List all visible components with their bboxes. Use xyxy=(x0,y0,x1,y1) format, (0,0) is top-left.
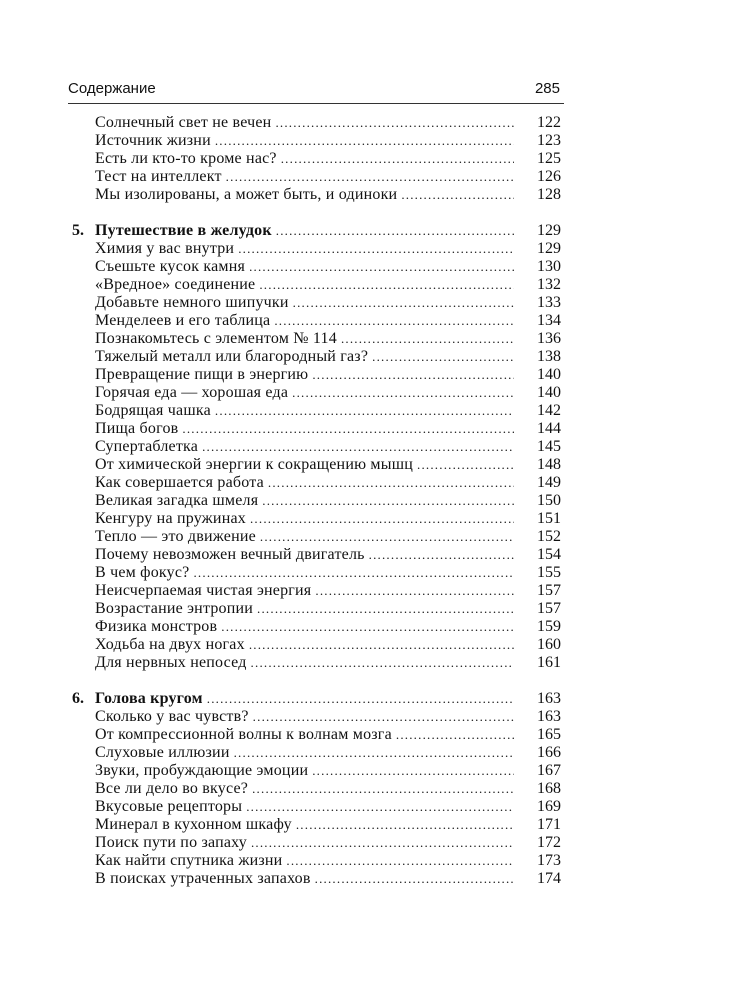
toc-entry xyxy=(70,834,564,852)
toc-entry-page: 132 xyxy=(537,276,561,293)
toc-entry-line xyxy=(95,438,514,456)
toc-entry-title: Горячая еда — хорошая еда xyxy=(95,384,289,401)
toc-entry-title: «Вредное» соединение xyxy=(95,276,256,293)
toc-entry-title: Как совершается работа xyxy=(95,474,264,491)
toc-entry xyxy=(70,456,564,474)
toc-entry-page: 165 xyxy=(537,726,561,743)
dot-leader xyxy=(296,816,514,834)
toc-entry-title: Как найти спутника жизни xyxy=(95,852,283,869)
toc-entry-line xyxy=(95,744,514,762)
toc-entry-title: Возрастание энтропии xyxy=(95,600,254,617)
dot-leader xyxy=(253,708,514,726)
toc-entry xyxy=(70,762,564,780)
toc-entry xyxy=(70,726,564,744)
dot-leader xyxy=(292,384,514,402)
toc-entry xyxy=(70,114,564,132)
toc-entry-page: 154 xyxy=(537,546,561,563)
toc-entry xyxy=(70,258,564,276)
toc-entry xyxy=(70,708,564,726)
toc-entry-title: Кенгуру на пружинах xyxy=(95,510,246,527)
toc-entry-title: Ходьба на двух ногах xyxy=(95,636,245,653)
toc-entry-line xyxy=(95,456,514,474)
dot-leader xyxy=(238,240,514,258)
toc-entry-line xyxy=(95,474,514,492)
toc-entry-page: 144 xyxy=(537,420,561,437)
toc-entry xyxy=(70,816,564,834)
toc-entry-line xyxy=(95,240,514,258)
dot-leader xyxy=(276,222,514,240)
chapter-title: Голова кругом xyxy=(95,690,203,707)
toc-entry-line xyxy=(95,618,514,636)
dot-leader xyxy=(268,474,514,492)
toc-entry-line xyxy=(95,528,514,546)
toc-entry xyxy=(70,240,564,258)
toc-entry xyxy=(70,150,564,168)
toc-entry-line xyxy=(95,582,514,600)
dot-leader xyxy=(312,366,514,384)
dot-leader xyxy=(372,348,514,366)
toc-entry xyxy=(70,276,564,294)
toc-entry xyxy=(70,546,564,564)
dot-leader xyxy=(401,186,514,204)
dot-leader xyxy=(315,582,514,600)
toc-entry-line xyxy=(95,114,514,132)
toc-entry-title: Источник жизни xyxy=(95,132,211,149)
toc-entry-page: 145 xyxy=(537,438,561,455)
toc-entry-line xyxy=(95,780,514,798)
toc-entry xyxy=(70,618,564,636)
toc-entry-title: Познакомьтесь с элементом № 114 xyxy=(95,330,337,347)
toc-entry-page: 126 xyxy=(537,168,561,185)
toc-entry xyxy=(70,438,564,456)
toc-entry-line xyxy=(95,222,514,240)
toc-entry-line xyxy=(95,708,514,726)
toc-entry-title: Солнечный свет не вечен xyxy=(95,114,272,131)
toc-entry-line xyxy=(95,834,514,852)
toc-entry xyxy=(70,636,564,654)
chapter-title: Путешествие в желудок xyxy=(95,222,272,239)
toc-entry-title: В поисках утраченных запахов xyxy=(95,870,311,887)
dot-leader xyxy=(293,294,514,312)
toc-entry-line xyxy=(95,132,514,150)
toc-entry-page: 161 xyxy=(537,654,561,671)
chapter-heading xyxy=(70,222,564,240)
chapter-block xyxy=(70,222,564,672)
toc-entry-line xyxy=(95,150,514,168)
toc-entry-line xyxy=(95,852,514,870)
toc-entry-line xyxy=(95,870,514,888)
toc-entry xyxy=(70,384,564,402)
toc-entry-line xyxy=(95,186,514,204)
toc-entry-page: 169 xyxy=(537,798,561,815)
toc-entry-page: 134 xyxy=(537,312,561,329)
toc-entry-line xyxy=(95,600,514,618)
table-of-contents xyxy=(70,114,564,906)
toc-entry-page: 172 xyxy=(537,834,561,851)
toc-entry-title: Тест на интеллект xyxy=(95,168,222,185)
dot-leader xyxy=(221,618,514,636)
toc-entry xyxy=(70,366,564,384)
toc-entry-line xyxy=(95,726,514,744)
toc-entry-line xyxy=(95,384,514,402)
toc-entry-line xyxy=(95,654,514,672)
toc-entry xyxy=(70,744,564,762)
toc-entry-page: 166 xyxy=(537,744,561,761)
chapter-block xyxy=(70,690,564,888)
dot-leader xyxy=(369,546,514,564)
toc-entry xyxy=(70,402,564,420)
dot-leader xyxy=(215,402,514,420)
dot-leader xyxy=(226,168,514,186)
toc-entry-title: Супертаблетка xyxy=(95,438,199,455)
toc-entry-page: 128 xyxy=(537,186,561,203)
toc-entry-title: В чем фокус? xyxy=(95,564,190,581)
toc-entry-page: 151 xyxy=(537,510,561,527)
dot-leader xyxy=(250,510,514,528)
toc-entry xyxy=(70,528,564,546)
toc-entry-title: От химической энергии к сокращению мышц xyxy=(95,456,413,473)
toc-entry-page: 173 xyxy=(537,852,561,869)
dot-leader xyxy=(262,492,514,510)
page-number: 285 xyxy=(534,80,560,97)
toc-entry-line xyxy=(95,546,514,564)
chapter-number: 5. xyxy=(72,222,84,239)
dot-leader xyxy=(417,456,514,474)
dot-leader xyxy=(286,852,514,870)
toc-entry-title: Великая загадка шмеля xyxy=(95,492,259,509)
dot-leader xyxy=(207,690,514,708)
toc-entry xyxy=(70,654,564,672)
toc-entry-page: 133 xyxy=(537,294,561,311)
toc-entry-page: 140 xyxy=(537,366,561,383)
toc-entry-page: 122 xyxy=(537,114,561,131)
toc-entry-line xyxy=(95,402,514,420)
toc-entry-line xyxy=(95,366,514,384)
toc-entry-title: От компрессионной волны к волнам мозга xyxy=(95,726,392,743)
toc-entry-line xyxy=(95,690,514,708)
toc-entry xyxy=(70,780,564,798)
toc-entry xyxy=(70,870,564,888)
dot-leader xyxy=(259,276,514,294)
toc-entry xyxy=(70,564,564,582)
toc-entry xyxy=(70,312,564,330)
toc-entry-line xyxy=(95,312,514,330)
toc-entry xyxy=(70,474,564,492)
chapter-number: 6. xyxy=(72,690,84,707)
toc-entry xyxy=(70,852,564,870)
dot-leader xyxy=(246,798,514,816)
toc-entry-title: Химия у вас внутри xyxy=(95,240,235,257)
toc-entry-page: 163 xyxy=(537,708,561,725)
toc-entry-title: Добавьте немного шипучки xyxy=(95,294,289,311)
toc-entry-page: 125 xyxy=(537,150,561,167)
toc-entry-page: 167 xyxy=(537,762,561,779)
dot-leader xyxy=(281,150,514,168)
toc-entry xyxy=(70,330,564,348)
toc-entry-title: Почему невозможен вечный двигатель xyxy=(95,546,365,563)
toc-entry-title: Тяжелый металл или благородный газ? xyxy=(95,348,369,365)
chapter-block xyxy=(70,114,564,204)
dot-leader xyxy=(251,834,514,852)
toc-entry-line xyxy=(95,510,514,528)
toc-entry-line xyxy=(95,420,514,438)
toc-entry-line xyxy=(95,348,514,366)
dot-leader xyxy=(193,564,514,582)
toc-entry-page: 160 xyxy=(537,636,561,653)
dot-leader xyxy=(396,726,514,744)
dot-leader xyxy=(202,438,514,456)
toc-entry-page: 150 xyxy=(537,492,561,509)
toc-entry-page: 155 xyxy=(537,564,561,581)
toc-entry-title: Мы изолированы, а может быть, и одиноки xyxy=(95,186,398,203)
toc-entry-page: 140 xyxy=(537,384,561,401)
toc-entry-page: 148 xyxy=(537,456,561,473)
toc-entry-page: 174 xyxy=(537,870,561,887)
toc-entry-line xyxy=(95,330,514,348)
toc-entry-line xyxy=(95,276,514,294)
dot-leader xyxy=(257,600,514,618)
toc-entry-title: Превращение пищи в энергию xyxy=(95,366,309,383)
toc-entry xyxy=(70,348,564,366)
toc-entry xyxy=(70,132,564,150)
toc-entry xyxy=(70,420,564,438)
toc-entry-title: Все ли дело во вкусе? xyxy=(95,780,249,797)
dot-leader xyxy=(234,744,514,762)
toc-entry-title: Есть ли кто-то кроме нас? xyxy=(95,150,277,167)
dot-leader xyxy=(315,870,514,888)
toc-entry-title: Минерал в кухонном шкафу xyxy=(95,816,292,833)
toc-entry-title: Слуховые иллюзии xyxy=(95,744,230,761)
toc-entry xyxy=(70,492,564,510)
toc-entry-page: 157 xyxy=(537,600,561,617)
dot-leader xyxy=(274,312,514,330)
toc-entry-title: Физика монстров xyxy=(95,618,218,635)
running-header xyxy=(68,79,564,104)
dot-leader xyxy=(341,330,514,348)
toc-entry-page: 136 xyxy=(537,330,561,347)
toc-entry-line xyxy=(95,564,514,582)
dot-leader xyxy=(249,258,514,276)
toc-entry xyxy=(70,798,564,816)
toc-entry xyxy=(70,168,564,186)
toc-entry-title: Тепло — это движение xyxy=(95,528,256,545)
toc-entry-page: 129 xyxy=(537,240,561,257)
toc-entry-page: 171 xyxy=(537,816,561,833)
toc-entry-line xyxy=(95,294,514,312)
toc-entry-line xyxy=(95,798,514,816)
toc-entry xyxy=(70,186,564,204)
toc-entry-title: Бодрящая чашка xyxy=(95,402,211,419)
toc-entry-title: Менделеев и его таблица xyxy=(95,312,271,329)
toc-entry xyxy=(70,582,564,600)
toc-entry-page: 138 xyxy=(537,348,561,365)
toc-entry-title: Вкусовые рецепторы xyxy=(95,798,243,815)
toc-entry-line xyxy=(95,762,514,780)
dot-leader xyxy=(260,528,514,546)
toc-entry-title: Неисчерпаемая чистая энергия xyxy=(95,582,312,599)
running-header-title: Содержание xyxy=(68,80,156,97)
dot-leader xyxy=(215,132,514,150)
chapter-heading xyxy=(70,690,564,708)
dot-leader xyxy=(312,762,514,780)
toc-entry xyxy=(70,294,564,312)
toc-entry-title: Пища богов xyxy=(95,420,179,437)
dot-leader xyxy=(249,636,514,654)
dot-leader xyxy=(182,420,514,438)
toc-entry-page: 142 xyxy=(537,402,561,419)
toc-entry-page: 130 xyxy=(537,258,561,275)
toc-entry xyxy=(70,510,564,528)
dot-leader xyxy=(275,114,514,132)
dot-leader xyxy=(251,654,514,672)
toc-entry-page: 159 xyxy=(537,618,561,635)
toc-entry-title: Поиск пути по запаху xyxy=(95,834,247,851)
toc-entry-page: 129 xyxy=(537,222,561,239)
toc-entry-title: Сколько у вас чувств? xyxy=(95,708,249,725)
toc-entry-line xyxy=(95,168,514,186)
toc-entry-page: 168 xyxy=(537,780,561,797)
toc-entry-title: Съешьте кусок камня xyxy=(95,258,246,275)
toc-entry-line xyxy=(95,492,514,510)
toc-entry-line xyxy=(95,258,514,276)
toc-entry-page: 157 xyxy=(537,582,561,599)
toc-entry-page: 163 xyxy=(537,690,561,707)
toc-entry xyxy=(70,600,564,618)
toc-entry-title: Звуки, пробуждающие эмоции xyxy=(95,762,309,779)
toc-entry-page: 123 xyxy=(537,132,561,149)
toc-entry-page: 149 xyxy=(537,474,561,491)
toc-entry-page: 152 xyxy=(537,528,561,545)
toc-entry-line xyxy=(95,636,514,654)
toc-entry-line xyxy=(95,816,514,834)
toc-entry-title: Для нервных непосед xyxy=(95,654,247,671)
dot-leader xyxy=(252,780,514,798)
